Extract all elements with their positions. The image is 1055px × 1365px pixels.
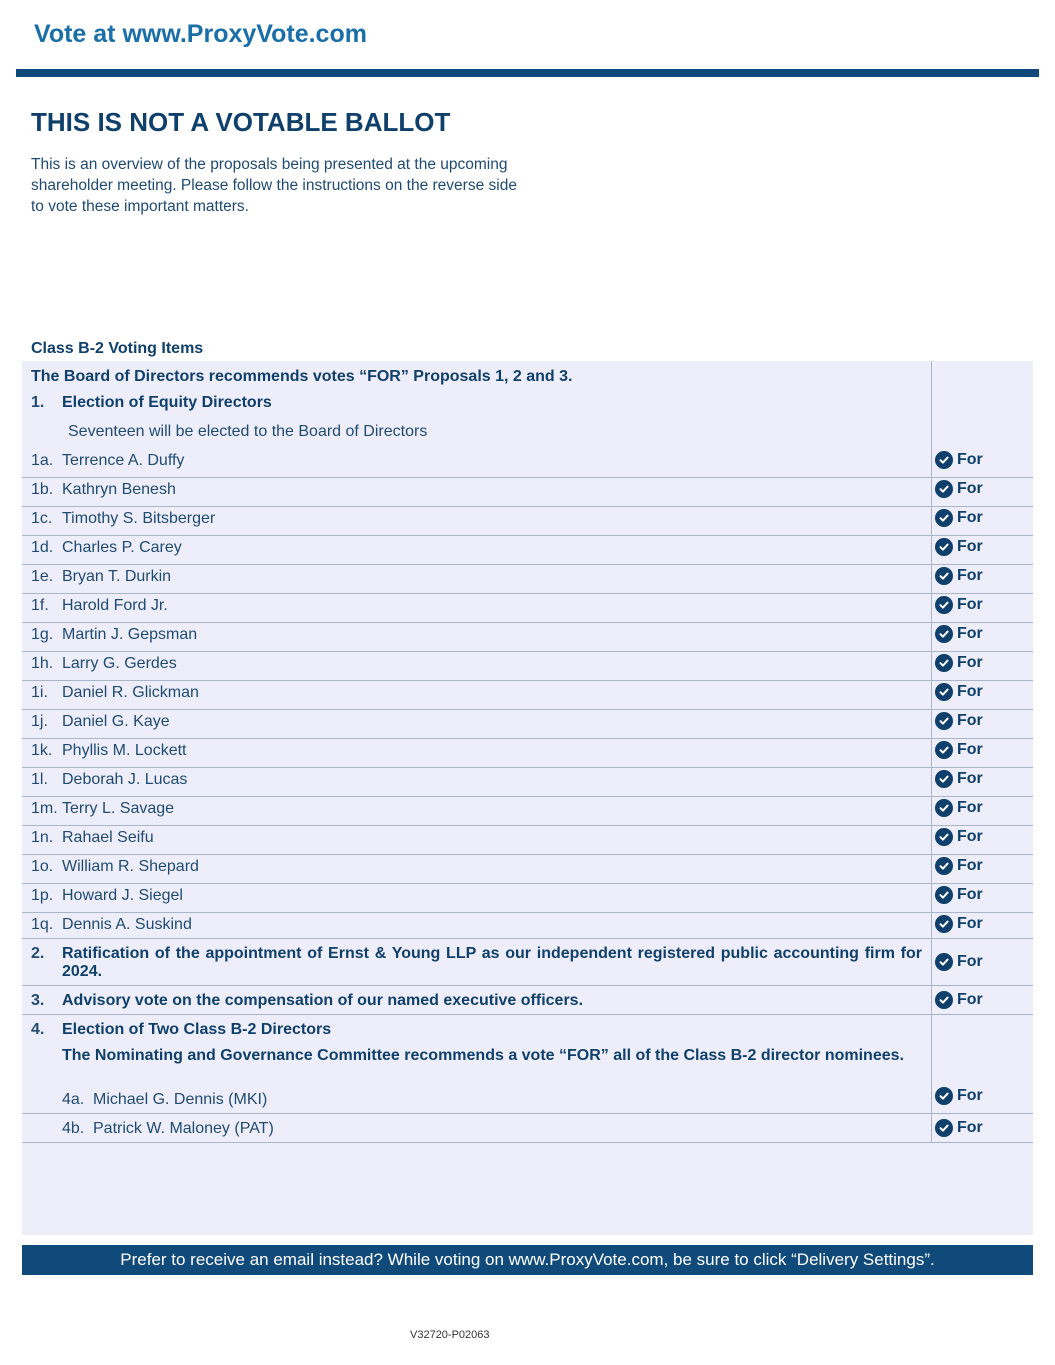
vote-label: For bbox=[957, 509, 983, 526]
row-divider bbox=[22, 477, 1033, 478]
nominee-name: Timothy S. Bitsberger bbox=[62, 510, 216, 527]
check-circle-icon bbox=[935, 654, 953, 672]
nominee-vote bbox=[935, 712, 983, 730]
vote-label: For bbox=[957, 991, 983, 1008]
nominee-vote bbox=[935, 1119, 983, 1137]
nominee-name: Daniel G. Kaye bbox=[62, 713, 170, 730]
nominee-vote bbox=[935, 857, 983, 875]
check-circle-icon bbox=[935, 567, 953, 585]
vote-label: For bbox=[957, 857, 983, 874]
nominee-id: 1q. bbox=[31, 916, 54, 933]
row-divider bbox=[22, 1142, 1033, 1143]
nominee-name: Terrence A. Duffy bbox=[62, 452, 185, 469]
nominee-name: Harold Ford Jr. bbox=[62, 597, 168, 614]
nominee-name: Dennis A. Suskind bbox=[62, 916, 192, 933]
check-circle-icon bbox=[935, 1119, 953, 1137]
row-divider bbox=[22, 938, 1033, 939]
row-divider bbox=[22, 883, 1033, 884]
nominee-vote bbox=[935, 654, 983, 672]
check-circle-icon bbox=[935, 596, 953, 614]
nominee-name: Phyllis M. Lockett bbox=[62, 742, 187, 759]
vote-label: For bbox=[957, 654, 983, 671]
nominee-id: 1d. bbox=[31, 539, 54, 556]
nominee-name: William R. Shepard bbox=[62, 858, 199, 875]
header-title: Vote at www.ProxyVote.com bbox=[34, 20, 367, 48]
nominee-id: 1f. bbox=[31, 597, 49, 614]
row-divider bbox=[22, 680, 1033, 681]
check-circle-icon bbox=[935, 625, 953, 643]
nominee-name: Deborah J. Lucas bbox=[62, 771, 188, 788]
nominee-id: 1l. bbox=[31, 771, 48, 788]
vote-label: For bbox=[957, 1087, 983, 1104]
check-circle-icon bbox=[935, 991, 953, 1009]
proposal-3-text: Advisory vote on the compensation of our named executive officers. bbox=[62, 992, 584, 1009]
nominee-id: 1e. bbox=[31, 568, 54, 585]
nominee-id: 1k. bbox=[31, 742, 53, 759]
nominee-vote bbox=[935, 828, 983, 846]
proposal-2-text: Ratification of the appointment of Ernst & Young LLP as our independent registered public accounting firm for 2024. bbox=[62, 945, 922, 980]
vote-label: For bbox=[957, 451, 983, 468]
nominee-id: 1c. bbox=[31, 510, 53, 527]
proposal-1-subtitle: Seventeen will be elected to the Board of Directors bbox=[68, 423, 428, 440]
proposal-2-number: 2. bbox=[31, 945, 45, 962]
nominee-name: Kathryn Benesh bbox=[62, 481, 176, 498]
nominee-id: 4a. bbox=[62, 1091, 85, 1108]
row-divider bbox=[22, 912, 1033, 913]
row-divider bbox=[22, 1113, 1033, 1114]
vote-label: For bbox=[957, 596, 983, 613]
nominee-name: Michael G. Dennis (MKI) bbox=[93, 1091, 268, 1108]
nominee-vote bbox=[935, 596, 983, 614]
vote-label: For bbox=[957, 625, 983, 642]
row-divider bbox=[22, 709, 1033, 710]
nominee-id: 1n. bbox=[31, 829, 54, 846]
vote-label: For bbox=[957, 770, 983, 787]
proposal-4-recommendation: The Nominating and Governance Committee recommends a vote “FOR” all of the Class B-2 director nominees. bbox=[62, 1047, 904, 1064]
row-divider bbox=[22, 651, 1033, 652]
check-circle-icon bbox=[935, 770, 953, 788]
vote-label: For bbox=[957, 915, 983, 932]
nominee-id: 1p. bbox=[31, 887, 54, 904]
nominee-id: 1a. bbox=[31, 452, 54, 469]
vote-label: For bbox=[957, 712, 983, 729]
vote-column-divider bbox=[931, 361, 932, 1143]
check-circle-icon bbox=[935, 712, 953, 730]
proposal-4-number: 4. bbox=[31, 1021, 45, 1038]
email-notice-bar bbox=[22, 1245, 1033, 1275]
row-divider bbox=[22, 564, 1033, 565]
document-code: V32720-P02063 bbox=[410, 1329, 490, 1341]
nominee-name: Larry G. Gerdes bbox=[62, 655, 177, 672]
row-divider bbox=[22, 767, 1033, 768]
nominee-vote bbox=[935, 915, 983, 933]
nominee-vote bbox=[935, 799, 983, 817]
check-circle-icon bbox=[935, 828, 953, 846]
email-notice-text: Prefer to receive an email instead? While voting on www.ProxyVote.com, be sure to click “Delivery Settings”. bbox=[120, 1250, 935, 1269]
row-divider bbox=[22, 1014, 1033, 1015]
nominee-id: 1m. bbox=[31, 800, 58, 817]
row-divider bbox=[22, 796, 1033, 797]
nominee-name: Daniel R. Glickman bbox=[62, 684, 199, 701]
nominee-id: 1j. bbox=[31, 713, 48, 730]
row-divider bbox=[22, 854, 1033, 855]
proposal-3-vote bbox=[935, 991, 983, 1009]
nominee-vote bbox=[935, 451, 983, 469]
vote-label: For bbox=[957, 683, 983, 700]
nominee-vote bbox=[935, 625, 983, 643]
check-circle-icon bbox=[935, 915, 953, 933]
nominee-vote bbox=[935, 683, 983, 701]
vote-label: For bbox=[957, 741, 983, 758]
row-divider bbox=[22, 593, 1033, 594]
proposal-1-title: Election of Equity Directors bbox=[62, 394, 272, 411]
section-label: Class B-2 Voting Items bbox=[31, 340, 204, 357]
nominee-id: 1i. bbox=[31, 684, 48, 701]
check-circle-icon bbox=[935, 480, 953, 498]
check-circle-icon bbox=[935, 683, 953, 701]
vote-label: For bbox=[957, 799, 983, 816]
nominee-vote bbox=[935, 509, 983, 527]
check-circle-icon bbox=[935, 1087, 953, 1105]
check-circle-icon bbox=[935, 451, 953, 469]
nominee-name: Terry L. Savage bbox=[62, 800, 175, 817]
vote-label: For bbox=[957, 1119, 983, 1136]
row-divider bbox=[22, 985, 1033, 986]
check-circle-icon bbox=[935, 886, 953, 904]
check-circle-icon bbox=[935, 799, 953, 817]
nominee-id: 1o. bbox=[31, 858, 54, 875]
check-circle-icon bbox=[935, 509, 953, 527]
board-recommendation: The Board of Directors recommends votes “FOR” Proposals 1, 2 and 3. bbox=[31, 368, 573, 385]
nominee-name: Howard J. Siegel bbox=[62, 887, 183, 904]
nominee-vote bbox=[935, 567, 983, 585]
row-divider bbox=[22, 738, 1033, 739]
proposal-2-vote bbox=[935, 953, 983, 971]
nominee-name: Rahael Seifu bbox=[62, 829, 154, 846]
check-circle-icon bbox=[935, 538, 953, 556]
row-divider bbox=[22, 535, 1033, 536]
row-divider bbox=[22, 825, 1033, 826]
nominee-vote bbox=[935, 886, 983, 904]
proposal-4-title: Election of Two Class B-2 Directors bbox=[62, 1021, 332, 1038]
check-circle-icon bbox=[935, 953, 953, 971]
header-divider bbox=[16, 69, 1039, 77]
vote-label: For bbox=[957, 828, 983, 845]
nominee-id: 1g. bbox=[31, 626, 54, 643]
vote-label: For bbox=[957, 567, 983, 584]
proposal-3-number: 3. bbox=[31, 992, 45, 1009]
vote-label: For bbox=[957, 886, 983, 903]
nominee-vote bbox=[935, 480, 983, 498]
nominee-vote bbox=[935, 538, 983, 556]
nominee-name: Martin J. Gepsman bbox=[62, 626, 198, 643]
row-divider bbox=[22, 622, 1033, 623]
check-circle-icon bbox=[935, 741, 953, 759]
check-circle-icon bbox=[935, 857, 953, 875]
vote-label: For bbox=[957, 538, 983, 555]
vote-label: For bbox=[957, 953, 983, 970]
nominee-id: 1h. bbox=[31, 655, 54, 672]
nominee-name: Bryan T. Durkin bbox=[62, 568, 172, 585]
proposal-1-number: 1. bbox=[31, 394, 45, 411]
page-title: THIS IS NOT A VOTABLE BALLOT bbox=[31, 107, 451, 137]
nominee-id: 4b. bbox=[62, 1120, 85, 1137]
nominee-vote bbox=[935, 741, 983, 759]
vote-label: For bbox=[957, 480, 983, 497]
row-divider bbox=[22, 506, 1033, 507]
nominee-vote bbox=[935, 1087, 983, 1105]
nominee-name: Charles P. Carey bbox=[62, 539, 182, 556]
nominee-vote bbox=[935, 770, 983, 788]
nominee-id: 1b. bbox=[31, 481, 54, 498]
nominee-name: Patrick W. Maloney (PAT) bbox=[93, 1120, 274, 1137]
intro-text: This is an overview of the proposals being presented at the upcoming shareholder meeting. Please follow the instructions on the reverse side to vote these important matters. bbox=[31, 156, 517, 215]
